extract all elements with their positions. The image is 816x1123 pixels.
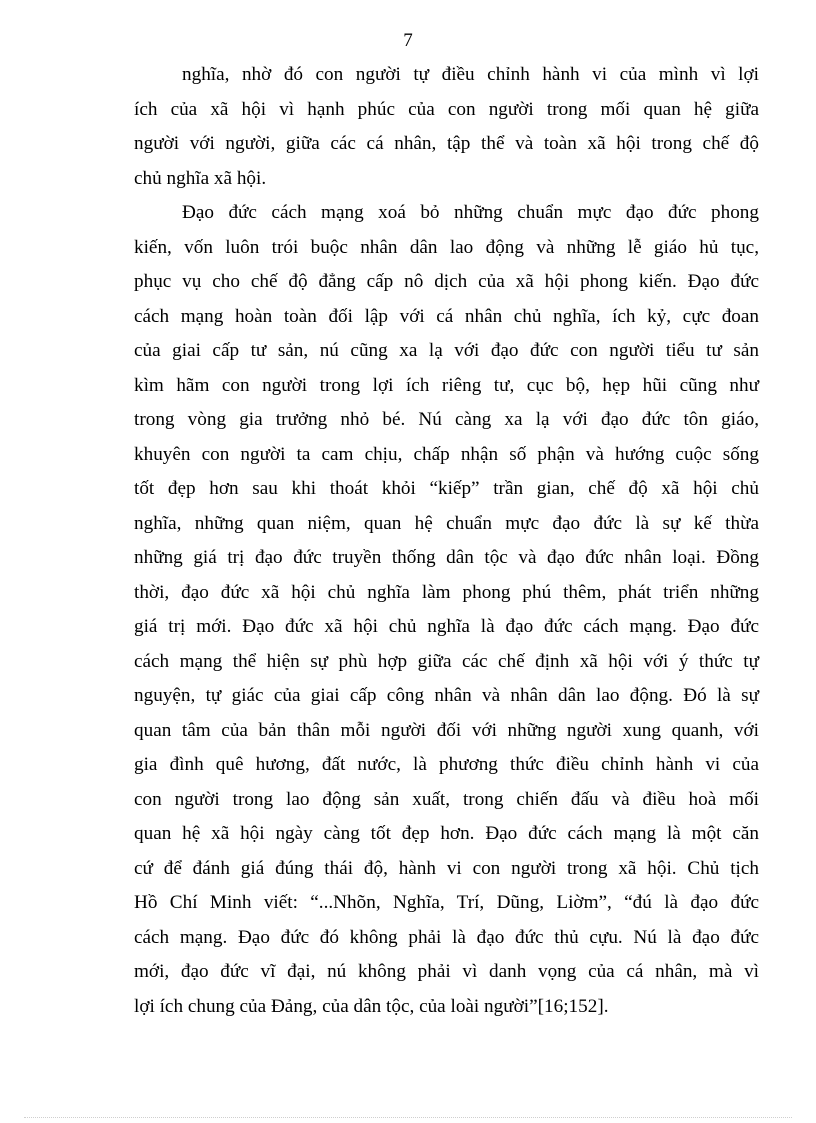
text-line: quan tâm của bản thân mỗi người đối với những người xung quanh, với <box>134 719 759 741</box>
paragraph-2 <box>134 196 759 1024</box>
text-line: người với người, giữa các cá nhân, tập thể và toàn xã hội trong chế độ <box>134 133 759 154</box>
text-line: kiến, vốn luôn trói buộc nhân dân lao động và những lễ giáo hủ tục, <box>134 236 759 258</box>
text-line: tốt đẹp hơn sau khi thoát khỏi “kiếp” trần gian, chế độ xã hội chủ <box>134 478 759 499</box>
text-line: lợi ích chung của Đảng, của dân tộc, của loài người”[16;152]. <box>134 995 609 1017</box>
text-line: khuyên con người ta cam chịu, chấp nhận số phận và hướng cuộc sống <box>134 443 759 465</box>
text-line: cách mạng thể hiện sự phù hợp giữa các chế định xã hội với ý thức tự <box>134 650 759 672</box>
text-line: con người trong lao động sản xuất, trong chiến đấu và điều hoà mối <box>134 788 759 810</box>
text-line: cách mạng hoàn toàn đối lập với cá nhân chủ nghĩa, ích kỷ, cực đoan <box>134 305 759 327</box>
text-line: kìm hãm con người trong lợi ích riêng tư, cục bộ, hẹp hũi cũng như <box>134 374 759 396</box>
text-line: Đạo đức cách mạng xoá bỏ những chuẩn mực đạo đức phong <box>182 202 759 223</box>
paragraph-1 <box>134 58 759 196</box>
page-bottom-divider <box>24 1117 792 1118</box>
text-line: thời, đạo đức xã hội chủ nghĩa làm phong phú thêm, phát triển những <box>134 581 759 603</box>
text-line: giá trị mới. Đạo đức xã hội chủ nghĩa là đạo đức cách mạng. Đạo đức <box>134 616 759 637</box>
text-line: phục vụ cho chế độ đẳng cấp nô dịch của xã hội phong kiến. Đạo đức <box>134 271 759 292</box>
text-line: nghĩa, nhờ đó con người tự điều chỉnh hành vi của mình vì lợi <box>182 64 759 85</box>
text-line: Hồ Chí Minh viết: “...Nhõn, Nghĩa, Trí, Dũng, Liờm”, “đú là đạo đức <box>134 892 759 913</box>
text-line: nguyện, tự giác của giai cấp công nhân và nhân dân lao động. Đó là sự <box>134 685 759 706</box>
text-line: gia đình quê hương, đất nước, là phương thức điều chỉnh hành vi của <box>134 754 759 775</box>
document-body <box>134 58 759 1024</box>
text-line: nghĩa, những quan niệm, quan hệ chuẩn mực đạo đức là sự kế thừa <box>134 512 759 534</box>
text-line: ích của xã hội vì hạnh phúc của con người trong mối quan hệ giữa <box>134 98 759 120</box>
text-line: trong vòng gia trưởng nhỏ bé. Nú càng xa lạ với đạo đức tôn giáo, <box>134 409 759 430</box>
text-line: chủ nghĩa xã hội. <box>134 167 267 189</box>
text-line: những giá trị đạo đức truyền thống dân tộc và đạo đức nhân loại. Đồng <box>134 547 759 568</box>
text-line: cách mạng. Đạo đức đó không phải là đạo đức thủ cựu. Nú là đạo đức <box>134 926 759 948</box>
text-line: mới, đạo đức vĩ đại, nú không phải vì danh vọng của cá nhân, mà vì <box>134 961 759 982</box>
page-number: 7 <box>403 30 413 51</box>
text-line: cứ để đánh giá đúng thái độ, hành vi con người trong xã hội. Chủ tịch <box>134 857 759 879</box>
text-line: quan hệ xã hội ngày càng tốt đẹp hơn. Đạo đức cách mạng là một căn <box>134 823 759 844</box>
text-line: của giai cấp tư sản, nú cũng xa lạ với đạo đức con người tiểu tư sản <box>134 340 759 361</box>
